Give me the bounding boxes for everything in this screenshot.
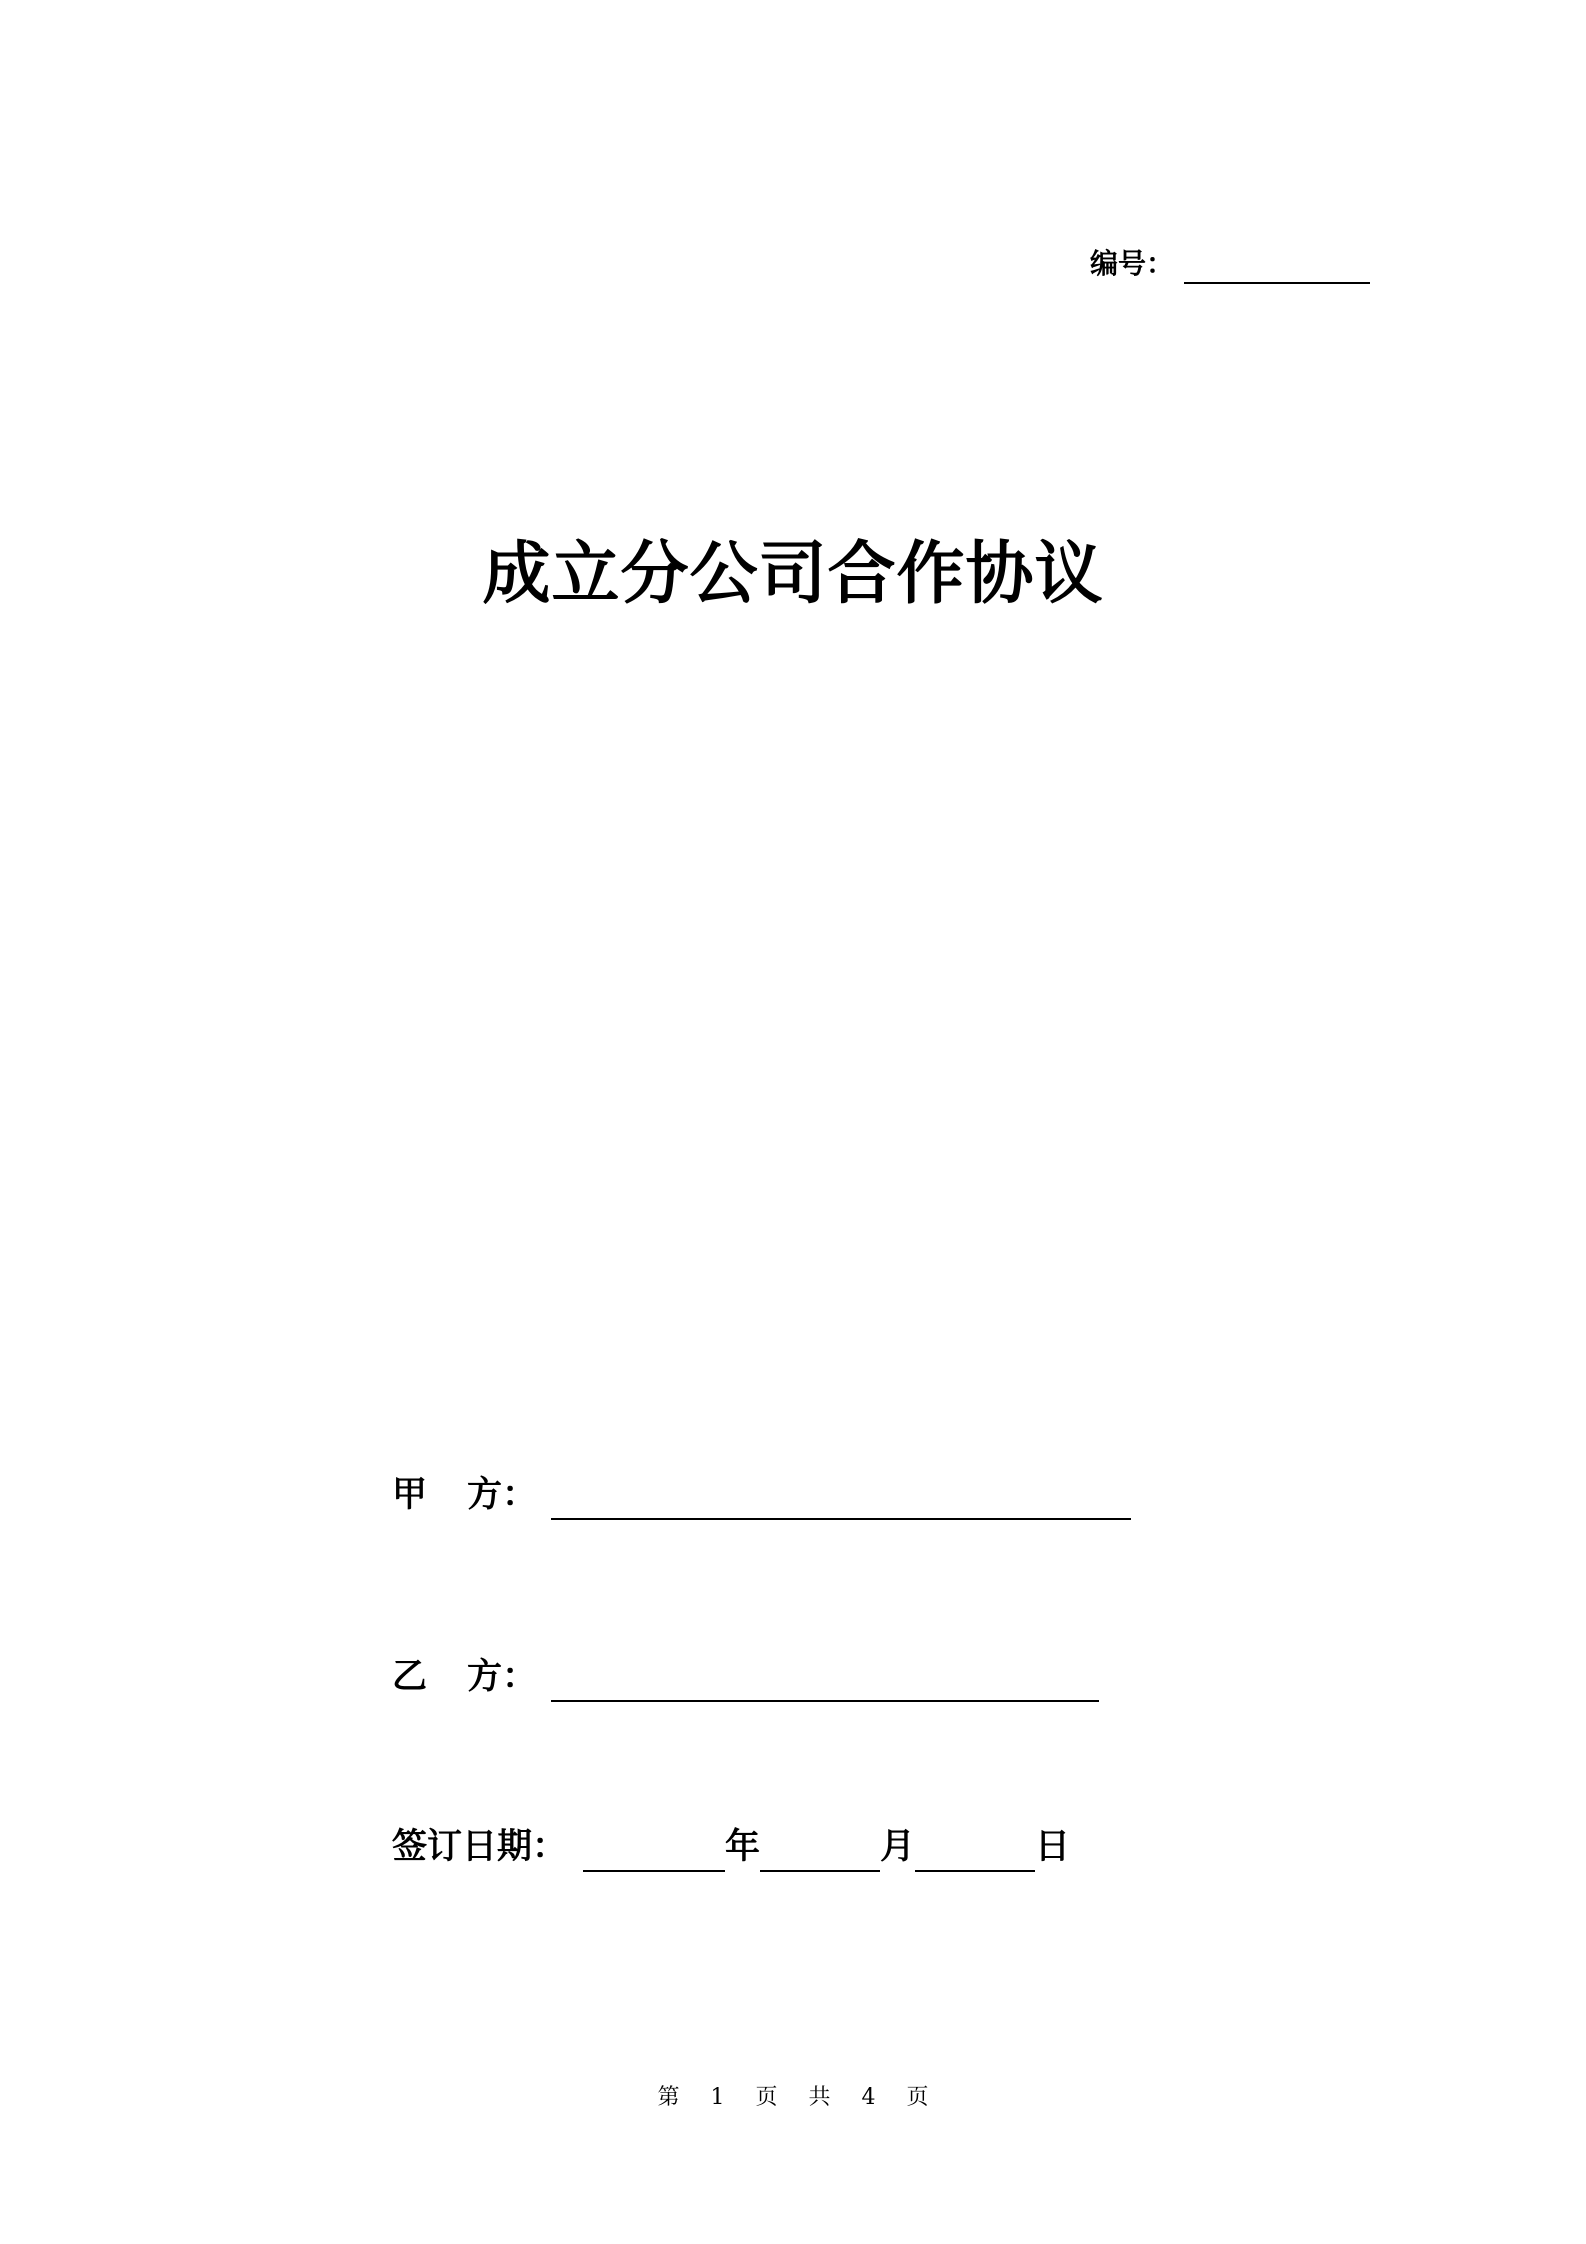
party-a-label-char: 甲 <box>392 1475 428 1515</box>
sign-date-month-blank[interactable] <box>760 1830 880 1872</box>
party-b-label-char: 乙 <box>392 1657 428 1697</box>
document-title: 成立分公司合作协议 <box>482 535 1104 614</box>
sign-date-year-unit: 年 <box>725 1827 761 1867</box>
sign-date-label: 签订日期： <box>392 1827 568 1867</box>
footer-current-page: 1 <box>710 2085 725 2110</box>
party-a-label-suffix: 方： <box>467 1475 538 1515</box>
footer-total-pages: 4 <box>861 2085 876 2110</box>
sign-date-day-unit: 日 <box>1035 1827 1071 1867</box>
document-number-label: 编号： <box>1090 247 1175 280</box>
footer-prefix: 第 <box>657 2085 680 2110</box>
sign-date-year-blank[interactable] <box>583 1830 725 1872</box>
party-b-blank[interactable] <box>551 1660 1099 1702</box>
footer-page-word: 页 <box>755 2085 778 2110</box>
party-b-label-suffix: 方： <box>467 1657 538 1697</box>
document-number-blank[interactable] <box>1184 250 1370 284</box>
sign-date-field <box>392 1822 1070 1872</box>
sign-date-month-unit: 月 <box>880 1827 916 1867</box>
party-a-blank[interactable] <box>551 1478 1131 1520</box>
footer-total-word: 共 <box>808 2085 831 2110</box>
party-a-field <box>392 1470 1131 1520</box>
footer-suffix: 页 <box>906 2085 929 2110</box>
page-footer <box>0 2082 1586 2114</box>
document-number-field <box>1090 244 1370 284</box>
party-b-field <box>392 1652 1099 1702</box>
sign-date-day-blank[interactable] <box>915 1830 1035 1872</box>
